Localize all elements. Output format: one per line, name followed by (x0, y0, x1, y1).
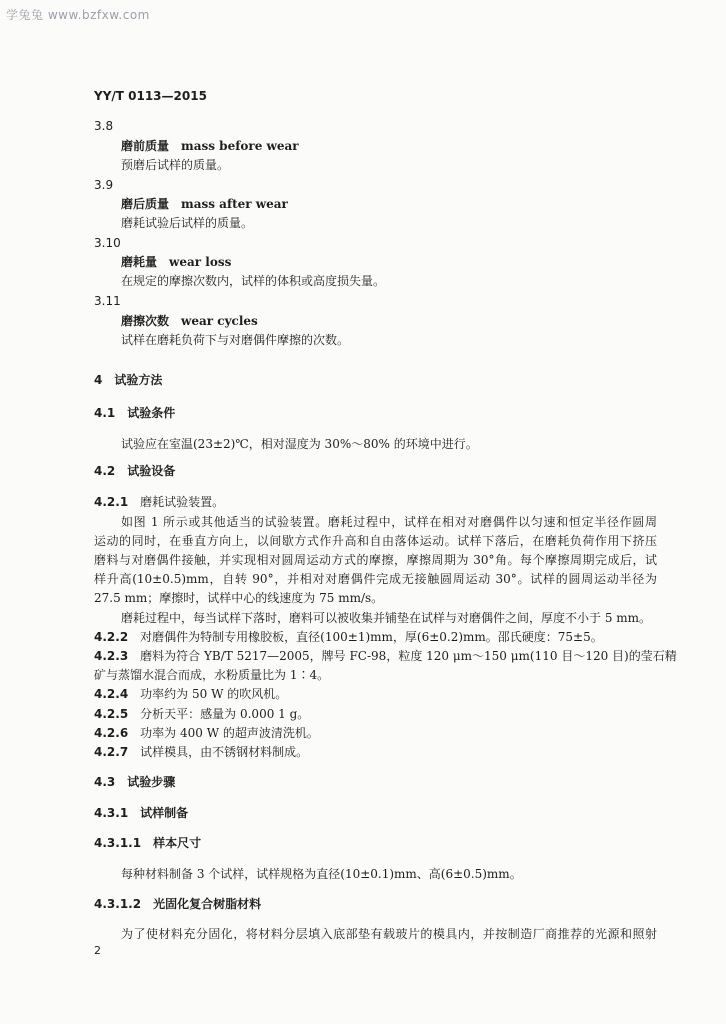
clause-4-2-4: 4.2.4 功率约为 50 W 的吹风机。 (94, 687, 288, 701)
term-en: mass after wear (181, 197, 288, 211)
paragraph: 为了使材料充分固化，将材料分层填入底部垫有载玻片的模具内，并按制造厂商推荐的光源和照射 (121, 927, 657, 941)
term-heading (121, 196, 288, 212)
page-number: 2 (94, 944, 101, 957)
term-en: wear cycles (181, 314, 258, 328)
clause-4-2-7: 4.2.7 试样模具，由不锈钢材料制成。 (94, 745, 309, 759)
subsection-heading: 4.1 试验条件 (94, 406, 176, 420)
subsection-heading: 4.2 试验设备 (94, 464, 176, 478)
term-definition: 预磨后试样的质量。 (121, 158, 230, 172)
clause-4-2-3: 4.2.3 磨料为符合 YB/T 5217—2005，牌号 FC-98，粒度 120 μm～150 μm(110 目～120 目)的莹石精 (94, 649, 677, 663)
watermark: 学兔兔 www.bzfxw.com (6, 8, 150, 22)
term-heading (121, 138, 299, 154)
term-zh: 磨后质量 (121, 197, 170, 211)
term-en: wear loss (169, 255, 232, 269)
standard-code: YY/T 0113—2015 (94, 89, 207, 103)
term-zh: 磨耗量 (121, 255, 158, 269)
subsection-heading: 4.3.1.1 样本尺寸 (94, 836, 202, 850)
subsection-heading: 4.3.1.2 光固化复合树脂材料 (94, 897, 262, 911)
term-number: 3.9 (94, 178, 114, 192)
term-heading (121, 254, 231, 270)
clause-4-2-2: 4.2.2 对磨偶件为特制专用橡胶板，直径(100±1)mm，厚(6±0.2)mm。邵氏硬度：75±5。 (94, 630, 603, 644)
paragraph-line: 如图 1 所示或其他适当的试验装置。磨耗过程中，试样在相对对磨偶件以匀速和恒定半径作圆周 (121, 515, 657, 529)
subsection-heading: 4.3.1 试样制备 (94, 806, 189, 820)
term-en: mass before wear (181, 139, 299, 153)
paragraph-line: 27.5 mm；摩擦时，试样中心的线速度为 75 mm/s。 (94, 591, 384, 605)
term-definition: 在规定的摩擦次数内，试样的体积或高度损失量。 (121, 274, 386, 288)
term-definition: 试样在磨耗负荷下与对磨偶件摩擦的次数。 (121, 333, 350, 347)
paragraph: 试验应在室温(23±2)℃，相对湿度为 30%～80% 的环境中进行。 (121, 437, 478, 451)
paragraph: 磨耗过程中，每当试样下落时，磨料可以被收集并铺垫在试样与对磨偶件之间，厚度不小于 5 mm。 (121, 611, 652, 625)
paragraph-line: 样升高(10±0.5)mm，自转 90°，并相对对磨偶件完成无接触圆周运动 30°。试样的圆周运动半径为 (94, 572, 657, 586)
clause-4-2-5: 4.2.5 分析天平：感量为 0.000 1 g。 (94, 707, 310, 721)
clause-4-2-6: 4.2.6 功率为 400 W 的超声波清洗机。 (94, 726, 319, 740)
paragraph-line: 矿与蒸馏水混合而成，水粉质量比为 1∶4。 (94, 668, 330, 682)
term-number: 3.10 (94, 236, 121, 250)
term-zh: 磨擦次数 (121, 314, 170, 328)
term-number: 3.11 (94, 294, 121, 308)
clause-4-2-1: 4.2.1 磨耗试验装置。 (94, 495, 225, 509)
term-definition: 磨耗试验后试样的质量。 (121, 216, 254, 230)
section-heading: 4 试验方法 (94, 373, 163, 387)
term-number: 3.8 (94, 119, 114, 133)
paragraph: 每种材料制备 3 个试样，试样规格为直径(10±0.1)mm、高(6±0.5)mm。 (121, 867, 522, 881)
term-heading (121, 313, 258, 329)
paragraph-line: 运动的同时，在垂直方向上，以间歇方式作升高和自由落体运动。试样下落后，在磨耗负荷作用下挤压 (94, 534, 657, 548)
term-zh: 磨前质量 (121, 139, 170, 153)
paragraph-line: 磨料与对磨偶件接触，并实现相对圆周运动方式的摩擦，摩擦周期为 30°角。每个摩擦周期完成后，试 (94, 553, 657, 567)
subsection-heading: 4.3 试验步骤 (94, 775, 176, 789)
